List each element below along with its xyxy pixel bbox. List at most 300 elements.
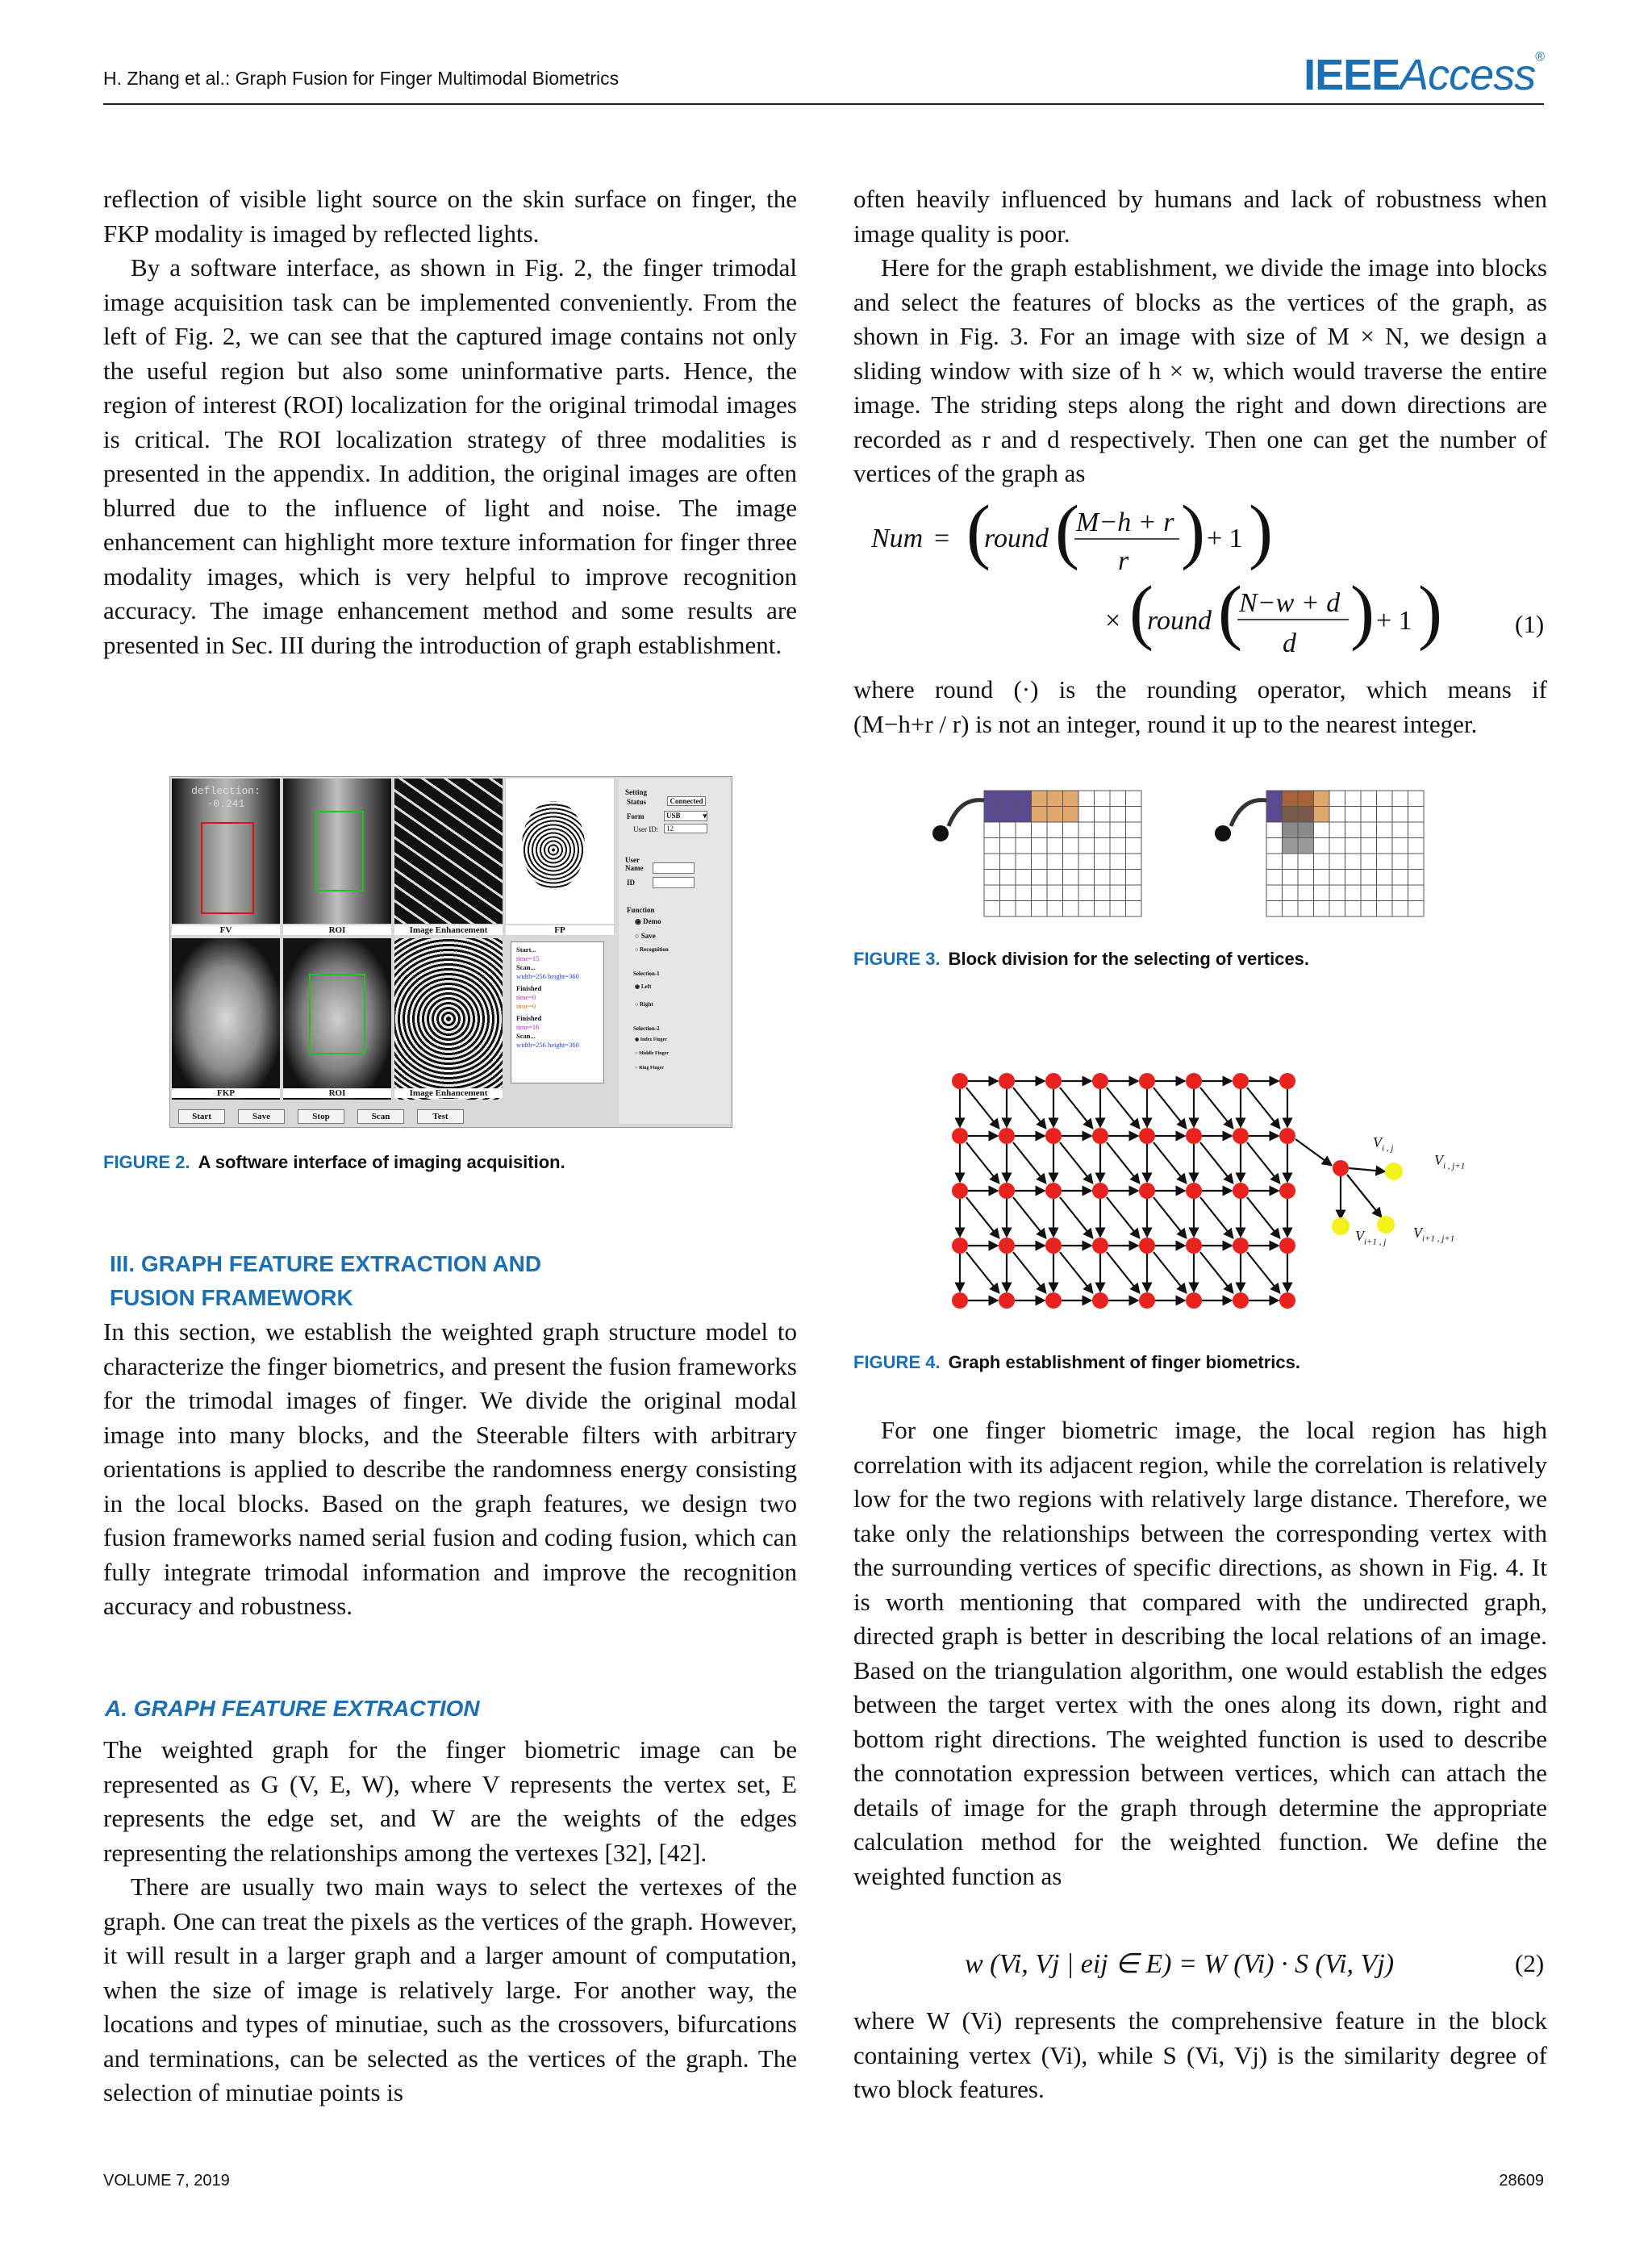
edge-diagonal <box>1060 1197 1092 1238</box>
grid-cell <box>1078 807 1095 823</box>
user-id-label: User ID: <box>633 825 659 833</box>
grid-cell <box>1392 854 1408 870</box>
grid-cell <box>1000 791 1016 807</box>
grid-cell <box>1361 822 1377 838</box>
edge-diagonal <box>1060 1252 1092 1292</box>
grid-cell <box>1329 870 1345 886</box>
fv-roi-box <box>201 822 254 914</box>
grid-cell <box>1063 854 1079 870</box>
right-para-5: where W (Vi) represents the comprehensive feature in the block containing vertex (Vi), while S (Vi, Vj) is the similarity degree of two block features. <box>853 2006 1547 2103</box>
panel-label-enhancement: Image Enhancement <box>394 925 503 935</box>
ieee-access-logo: IEEEAccess® <box>1304 50 1544 99</box>
vertex <box>1045 1073 1062 1089</box>
grid-cell <box>984 854 1000 870</box>
vertex <box>952 1183 968 1199</box>
grid-cell <box>1078 870 1095 886</box>
grid-cell <box>1377 885 1393 901</box>
grid-cell <box>1078 901 1095 917</box>
vertex <box>1186 1238 1202 1254</box>
grid-cell <box>1408 791 1425 807</box>
label-vij1: $V_{i , j+1}$ <box>1434 1152 1466 1171</box>
grid-cell <box>1078 822 1095 838</box>
grid-cell <box>1283 901 1299 917</box>
fp-image <box>506 779 614 924</box>
vertex-vij <box>1333 1160 1349 1176</box>
panel-label-fv: FV <box>172 925 280 935</box>
start-button[interactable]: Start <box>178 1109 225 1124</box>
grid-cell <box>1329 822 1345 838</box>
grid-cell <box>1408 901 1425 917</box>
grid-cell <box>1095 791 1111 807</box>
grid-cell <box>1377 791 1393 807</box>
grid-cell <box>1329 901 1345 917</box>
grid-cell <box>984 822 1000 838</box>
grid-cell <box>1314 870 1330 886</box>
grid-cell <box>1063 901 1079 917</box>
edge-diagonal <box>1107 1142 1139 1183</box>
vertex <box>1233 1238 1249 1254</box>
vertex-vi1j <box>1332 1217 1350 1235</box>
edge-diagonal <box>1153 1197 1186 1238</box>
figure-2-interface <box>169 776 732 1128</box>
grid-cell <box>1126 885 1142 901</box>
fv-image <box>172 779 280 924</box>
grid-cell <box>1329 838 1345 854</box>
grid-cell <box>1377 822 1393 838</box>
vertex <box>1279 1238 1295 1254</box>
section-3-title: III. GRAPH FEATURE EXTRACTION AND FUSION FRAMEWORK <box>110 1251 542 1310</box>
label-vi1j1: $V_{i+1 , j+1}$ <box>1413 1225 1455 1244</box>
vertex <box>1045 1238 1062 1254</box>
fkp-roi-green-box <box>309 974 365 1054</box>
fkp-roi-image <box>283 938 391 1100</box>
edge-diagonal <box>1107 1252 1139 1292</box>
grid-cell <box>1266 838 1283 854</box>
grid-cell <box>1377 901 1393 917</box>
fv-roi-green-box <box>315 811 364 891</box>
grid-cell <box>1298 822 1314 838</box>
edge-diagonal <box>1153 1252 1186 1292</box>
stop-button[interactable]: Stop <box>298 1109 344 1124</box>
grid-cell <box>1047 885 1063 901</box>
equation-2: w (Vi, Vj | eij ∈ E) = W (Vi) · S (Vi, Vj) <box>965 1949 1395 1979</box>
grid-cell <box>1377 807 1393 823</box>
grid-cell <box>1345 885 1362 901</box>
grid-cell <box>1110 822 1126 838</box>
fkp-image <box>172 938 280 1100</box>
vertex <box>1045 1292 1062 1309</box>
grid-cell <box>1000 901 1016 917</box>
grid-cell <box>1266 901 1283 917</box>
grid-cell <box>1361 791 1377 807</box>
fv-enhanced-image <box>394 779 503 924</box>
grid-cell <box>1016 838 1032 854</box>
grid-cell <box>1345 901 1362 917</box>
grid-cell <box>1408 854 1425 870</box>
grid-cell <box>1126 807 1142 823</box>
vertex <box>1139 1073 1155 1089</box>
figure-4-diagram <box>936 1063 1500 1321</box>
grid-cell <box>1095 822 1111 838</box>
grid-cell <box>1345 791 1362 807</box>
grid-cell <box>1110 870 1126 886</box>
grid-cell <box>984 885 1000 901</box>
grid-cell <box>984 807 1000 823</box>
right-para-3: where round (·) is the rounding operator, which means if (M−h+r / r) is not an integer, round it up to the nearest integer. <box>853 675 1547 738</box>
grid-cell <box>1047 854 1063 870</box>
vertex <box>1186 1128 1202 1144</box>
grid-cell <box>1283 885 1299 901</box>
svg-text:(: ( <box>1218 572 1242 652</box>
label-vi1j: $V_{i+1 , j}$ <box>1355 1228 1387 1247</box>
grid-cell <box>1126 901 1142 917</box>
grid-cell <box>1298 791 1314 807</box>
vertex <box>952 1128 968 1144</box>
edge-diagonal <box>1013 1252 1045 1292</box>
vertex <box>1186 1183 1202 1199</box>
grid-cell <box>1266 885 1283 901</box>
grid-cell <box>1361 901 1377 917</box>
arrow-1 <box>949 800 984 826</box>
svg-text:r: r <box>1118 546 1129 576</box>
vertex <box>1092 1073 1108 1089</box>
grid-cell <box>1126 870 1142 886</box>
radio-right[interactable]: ○ Right <box>635 1001 653 1008</box>
grid-cell <box>1314 885 1330 901</box>
grid-cell <box>1047 822 1063 838</box>
dot-2 <box>1215 825 1231 841</box>
svg-text:×: × <box>1105 606 1121 636</box>
name-label: Name <box>625 864 644 872</box>
callout-edge <box>1295 1139 1331 1165</box>
radio-recognition[interactable]: ○ Recognition <box>635 946 669 953</box>
radio-ring[interactable]: ○ Ring Finger <box>635 1066 664 1071</box>
vertex <box>1279 1292 1295 1309</box>
svg-text:round: round <box>984 524 1049 553</box>
grid-cell <box>1032 822 1048 838</box>
grid-cell <box>1298 807 1314 823</box>
vertex <box>1045 1128 1062 1144</box>
grid-cell <box>1032 870 1048 886</box>
svg-text:): ) <box>1350 572 1375 652</box>
grid-cell <box>1345 838 1362 854</box>
grid-cell <box>1298 854 1314 870</box>
grid-cell <box>1047 901 1063 917</box>
vertex <box>1233 1073 1249 1089</box>
grid-cell <box>1377 854 1393 870</box>
radio-index[interactable]: ◉ Index Finger <box>635 1037 667 1042</box>
equation-1-number: (1) <box>1515 610 1545 638</box>
grid-cell <box>1283 791 1299 807</box>
equation-2-number: (2) <box>1515 1949 1545 1977</box>
svg-text:round: round <box>1147 606 1212 636</box>
left-para-3: In this section, we establish the weighted graph structure model to characterize the finger biometrics, and present the fusion frameworks for the trimodal images of finger. We divide the original modal image into many blocks, and the Steerable filters with arbitrary orientations is applied to describe the randomness energy consisting in the local blocks. Based on the graph features, we design two fusion frameworks named serial fusion and coding fusion, which can fully integrate trimodal information and improve the recognition accuracy and robustness. <box>103 1317 797 1620</box>
edge-diagonal <box>1013 1088 1045 1128</box>
footer-volume: VOLUME 7, 2019 <box>103 2172 230 2190</box>
grid-cell <box>1283 870 1299 886</box>
running-title: H. Zhang et al.: Graph Fusion for Finger Multimodal Biometrics <box>103 68 620 89</box>
grid-cell <box>1298 885 1314 901</box>
svg-text:): ) <box>1181 499 1205 571</box>
vertex <box>1139 1292 1155 1309</box>
log-box[interactable]: Start... time=15 Scan... width=256 height=360 Finished time=0 time=0 Finished time=16 Scan... width=256 height=360 <box>511 941 604 1083</box>
grid-cell <box>1314 901 1330 917</box>
edge-diagonal <box>1247 1252 1279 1292</box>
grid-cell <box>1345 807 1362 823</box>
grid-cell <box>1047 838 1063 854</box>
grid-cell <box>1032 807 1048 823</box>
fv-roi-image <box>283 779 391 924</box>
grid-cell <box>1000 854 1016 870</box>
grid-cell <box>1095 885 1111 901</box>
grid-cell <box>1000 885 1016 901</box>
left-para-2: By a software interface, as shown in Fig. 2, the finger trimodal image acquisition task can be implemented conveniently. From the left of Fig. 2, we can see that the captured image contains not only the useful region but also some uninformative parts. Hence, the region of interest (ROI) localization for the original trimodal images is critical. The ROI localization strategy of three modalities is presented in the appendix. In addition, the original images are often blurred due to the influence of light and noise. The image enhancement can highlight more texture information for finger three modality images, which is very helpful to improve recognition accuracy. The image enhancement method and some results are presented in Sec. III during the introduction of graph establishment. <box>103 253 797 659</box>
svg-text:+ 1: + 1 <box>1207 524 1243 553</box>
callout-edge-diagonal <box>1347 1175 1381 1217</box>
vertex <box>1092 1292 1108 1309</box>
grid-cell <box>1126 838 1142 854</box>
svg-text:d: d <box>1283 628 1296 658</box>
grid-cell <box>1408 885 1425 901</box>
grid-cell <box>1000 838 1016 854</box>
grid-cell <box>1266 791 1283 807</box>
grid-cell <box>1016 822 1032 838</box>
grid-cell <box>1392 807 1408 823</box>
grid-cell <box>1016 885 1032 901</box>
grid-cell <box>1314 822 1330 838</box>
callout-edge-right <box>1349 1168 1384 1171</box>
grid-cell <box>1110 901 1126 917</box>
edge-diagonal <box>1107 1088 1139 1128</box>
figure-3-caption: FIGURE 3. Block division for the selecting of vertices. <box>853 949 1310 969</box>
grid-cell <box>1314 791 1330 807</box>
vertex <box>1092 1128 1108 1144</box>
grid-cell <box>1298 870 1314 886</box>
grid-cell <box>1361 807 1377 823</box>
grid-cell <box>1110 838 1126 854</box>
vertex <box>1186 1073 1202 1089</box>
grid-cell <box>1314 838 1330 854</box>
right-para-2: Here for the graph establishment, we divide the image into blocks and select the features of blocks as the vertices of the graph, as shown in Fig. 3. For an image with size of M × N, we design a sliding window with size of h × w, which would traverse the entire image. The striding steps along the right and down directions are recorded as r and d respectively. Then one can get the number of vertices of the graph as <box>853 253 1547 487</box>
grid-cell <box>1361 854 1377 870</box>
edge-diagonal <box>1247 1142 1279 1183</box>
vertex <box>999 1292 1015 1309</box>
grid-cell <box>1266 870 1283 886</box>
vertex <box>999 1238 1015 1254</box>
edge-diagonal <box>1153 1088 1186 1128</box>
selection2-label: Selection-2 <box>633 1025 660 1032</box>
panel-label-enhancement-2: Image Enhancement <box>394 1088 503 1098</box>
panel-label-roi-2: ROI <box>283 1088 391 1098</box>
radio-save[interactable]: ○ Save <box>635 932 656 940</box>
figure-2-caption: FIGURE 2. A software interface of imaging acquisition. <box>103 1152 565 1172</box>
fkp-enhanced-image <box>394 938 503 1100</box>
svg-text:): ) <box>1418 572 1442 652</box>
grid-cell <box>1032 838 1048 854</box>
vertex <box>952 1292 968 1309</box>
figure-3-diagram <box>928 789 1508 934</box>
user-label: User <box>625 856 640 864</box>
grid-cell <box>1078 838 1095 854</box>
grid-cell <box>1377 838 1393 854</box>
left-para-4: The weighted graph for the finger biometric image can be represented as G (V, E, W), where V represents the vertex set, E represents the edge set, and W are the weights of the edges representing the relationships among the vertexes [32], [42]. <box>103 1735 797 1867</box>
edge-diagonal <box>1153 1142 1186 1183</box>
radio-demo[interactable]: ◉ Demo <box>635 917 661 925</box>
grid-cell <box>1110 791 1126 807</box>
form-select[interactable]: USB ▾ <box>664 811 707 821</box>
save-button[interactable]: Save <box>238 1109 285 1124</box>
panel-label-roi: ROI <box>283 925 391 935</box>
right-para-4: For one finger biometric image, the local region has high correlation with its adjacent region, while the correlation is relatively low for the two regions with relatively large distance. Therefore, we take only the relationships between the corresponding vertex with the surrounding vertices of specific directions, as shown in Fig. 4. It is worth mentioning that compared with the undirected graph, directed graph is better in describing the local relations of an image. Based on the triangulation algorithm, one would establish the edges between the target vertex with the ones along its down, right and bottom right directions. The weighted function is used to describe the connotation expression between vertices, which can attach the details of image for the graph through determine the appropriate calculation method for the weighted function. We define the weighted function as <box>853 1416 1547 1890</box>
edge-diagonal <box>966 1088 999 1128</box>
edge-diagonal <box>1013 1197 1045 1238</box>
svg-text:Num: Num <box>871 524 924 553</box>
deflection-value: -0.241 <box>206 798 245 810</box>
vertex <box>1092 1238 1108 1254</box>
grid-cell <box>1032 791 1048 807</box>
arrow-2 <box>1231 800 1266 826</box>
grid-cell <box>1408 822 1425 838</box>
vertex <box>999 1073 1015 1089</box>
edge-diagonal <box>1107 1197 1139 1238</box>
grid-cell <box>1078 885 1095 901</box>
grid-cell <box>1392 838 1408 854</box>
grid-cell <box>1095 901 1111 917</box>
grid-cell <box>1032 901 1048 917</box>
vertex <box>1186 1292 1202 1309</box>
grid-cell <box>1095 870 1111 886</box>
grid-cell <box>1329 807 1345 823</box>
selection1-label: Selection-1 <box>633 971 660 977</box>
vertex <box>1233 1183 1249 1199</box>
id-input[interactable] <box>653 877 695 888</box>
grid-cell <box>1095 854 1111 870</box>
vertex <box>952 1073 968 1089</box>
grid-cell <box>1283 807 1299 823</box>
grid-cell <box>1329 791 1345 807</box>
grid-cell <box>1361 838 1377 854</box>
grid-cell <box>1314 807 1330 823</box>
edge-diagonal <box>1247 1088 1279 1128</box>
grid-cell <box>1063 870 1079 886</box>
subsection-a-title: A. GRAPH FEATURE EXTRACTION <box>105 1696 480 1721</box>
grid-cell <box>1392 885 1408 901</box>
grid-cell <box>1266 854 1283 870</box>
vertex <box>1045 1183 1062 1199</box>
grid-cell <box>984 791 1000 807</box>
grid-cell <box>1283 854 1299 870</box>
grid-cell <box>1408 870 1425 886</box>
grid-cell <box>1016 854 1032 870</box>
vertex <box>952 1238 968 1254</box>
edge-diagonal <box>966 1197 999 1238</box>
svg-text:N−w + d: N−w + d <box>1239 588 1341 618</box>
grid-cell <box>1361 885 1377 901</box>
edge-diagonal <box>1200 1142 1233 1183</box>
grid-cell <box>1126 822 1142 838</box>
grid-cell <box>1329 854 1345 870</box>
grid-cell <box>1078 854 1095 870</box>
grid-cell <box>1408 807 1425 823</box>
right-para-1: often heavily influenced by humans and lack of robustness when image quality is poor. <box>853 185 1547 248</box>
name-input[interactable] <box>653 862 695 874</box>
vertex <box>1279 1128 1295 1144</box>
grid-cell <box>1000 807 1016 823</box>
grid-cell <box>1032 854 1048 870</box>
grid-cell <box>1345 870 1362 886</box>
grid-cell <box>1392 901 1408 917</box>
grid-cell <box>1095 807 1111 823</box>
grid-cell <box>1063 838 1079 854</box>
footer-page-number: 28609 <box>1499 2172 1544 2190</box>
grid-cell <box>1063 822 1079 838</box>
grid-cell <box>1361 870 1377 886</box>
grid-cell <box>1047 791 1063 807</box>
grid-cell <box>1266 822 1283 838</box>
svg-text:=: = <box>934 524 950 553</box>
grid-cell <box>1047 807 1063 823</box>
fingerprint-icon <box>522 801 585 890</box>
test-button[interactable]: Test <box>417 1109 464 1124</box>
grid-cell <box>1126 854 1142 870</box>
vertex <box>1233 1292 1249 1309</box>
vertex <box>999 1128 1015 1144</box>
label-vij: $V_{i , j}$ <box>1373 1134 1394 1154</box>
setting-label: Setting <box>625 788 647 796</box>
radio-left[interactable]: ◉ Left <box>635 983 652 990</box>
svg-text:+ 1: + 1 <box>1376 606 1412 636</box>
vertex <box>1233 1128 1249 1144</box>
vertex <box>1279 1183 1295 1199</box>
edge-diagonal <box>1060 1088 1092 1128</box>
vertex <box>1139 1128 1155 1144</box>
chevron-down-icon: ▾ <box>703 812 707 820</box>
grid-cell <box>1283 822 1299 838</box>
grid-cell <box>1110 854 1126 870</box>
grid-cell <box>1345 854 1362 870</box>
grid-cell <box>1126 791 1142 807</box>
grid-cell <box>1016 901 1032 917</box>
vertex <box>999 1183 1015 1199</box>
scan-button[interactable]: Scan <box>357 1109 404 1124</box>
control-panel <box>619 779 730 1124</box>
edge-diagonal <box>1247 1197 1279 1238</box>
edge-diagonal <box>1200 1088 1233 1128</box>
grid-cell <box>1063 791 1079 807</box>
grid-cell <box>1392 822 1408 838</box>
dot-1 <box>932 825 949 841</box>
grid-cell <box>1063 807 1079 823</box>
status-value: Connected <box>667 796 706 806</box>
grid-cell <box>1016 791 1032 807</box>
figure-4-caption: FIGURE 4. Graph establishment of finger biometrics. <box>853 1352 1300 1372</box>
edge-diagonal <box>966 1252 999 1292</box>
vertex <box>1092 1183 1108 1199</box>
grid-cell <box>1110 885 1126 901</box>
user-id-input[interactable]: 12 <box>664 824 707 833</box>
grid-cell <box>1000 822 1016 838</box>
left-para-5: There are usually two main ways to select the vertexes of the graph. One can treat the pixels as the vertices of the graph. However, it will result in a larger graph and a larger amount of computation, when the size of image is relatively large. For another way, the locations and types of minutiae, such as the crossovers, bifurcations and terminations, can be selected as the vertices of the graph. The selection of minutiae points is <box>103 1872 797 2106</box>
grid-cell <box>1283 838 1299 854</box>
grid-cell <box>1329 885 1345 901</box>
grid-cell <box>1078 791 1095 807</box>
id-label: ID <box>627 879 636 887</box>
svg-text:(: ( <box>1055 499 1079 571</box>
deflection-label: deflection: <box>191 785 261 797</box>
vertex <box>1279 1073 1295 1089</box>
radio-middle[interactable]: ○ Middle Finger <box>635 1051 669 1056</box>
grid-cell <box>1266 807 1283 823</box>
